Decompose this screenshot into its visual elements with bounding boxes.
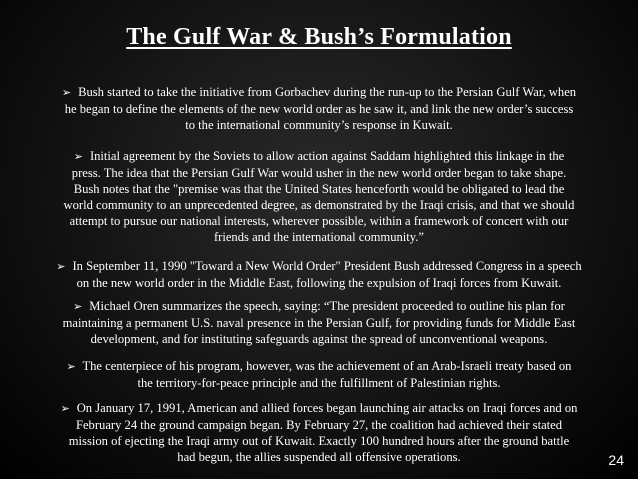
paragraph-line — [12, 148, 626, 165]
paragraph-soviet-agreement — [12, 148, 626, 245]
paragraph-line: had begun, the allies suspended all offensive operations. — [177, 450, 461, 464]
arrow-bullet-icon: ➢ — [73, 300, 83, 313]
paragraph-oren-summary — [12, 298, 626, 347]
paragraph-centerpiece — [12, 358, 626, 391]
line-text: Initial agreement by the Soviets to allow action against Saddam highlighted this linkage in the — [89, 149, 565, 163]
paragraph-line: to the international community’s response in Kuwait. — [185, 118, 453, 132]
arrow-bullet-icon: ➢ — [66, 360, 76, 373]
paragraph-line — [12, 258, 626, 275]
paragraph-line — [12, 358, 626, 375]
paragraph-line: world community to an unprecedented degree, as demonstrated by the Iraqi crisis, and that we should — [63, 198, 575, 212]
line-text: Michael Oren summarizes the speech, saying: “The president proceeded to outline his plan for — [89, 299, 565, 313]
line-text: In September 11, 1990 "Toward a New World Order" President Bush addressed Congress in a speech — [72, 259, 582, 273]
paragraph-line: press. The idea that the Persian Gulf War would usher in the new world order began to take shape. — [71, 166, 567, 180]
paragraph-line — [12, 84, 626, 101]
arrow-bullet-icon: ➢ — [73, 150, 83, 163]
paragraph-line: mission of ejecting the Iraqi army out of Kuwait. Exactly 100 hundred hours after the ground battle — [68, 434, 570, 448]
arrow-bullet-icon: ➢ — [61, 86, 72, 99]
paragraph-line: development, and for instituting safeguards against the spread of unconventional weapons. — [90, 332, 548, 346]
paragraph-air-attacks — [12, 400, 626, 465]
arrow-bullet-icon: ➢ — [56, 260, 66, 273]
paragraph-line: on the new world order in the Middle East, following the expulsion of Iraqi forces from Kuwait. — [76, 276, 562, 290]
paragraph-line — [12, 298, 626, 315]
paragraph-line: friends and the international community.” — [213, 230, 425, 244]
slide-title: The Gulf War & Bush’s Formulation — [126, 24, 512, 50]
arrow-bullet-icon: ➢ — [60, 402, 70, 415]
paragraph-line: Bush notes that the "premise was that the United States henceforth would be obligated to lead the — [73, 182, 565, 196]
line-text: On January 17, 1991, American and allied forces began launching air attacks on Iraqi forces and on — [76, 401, 578, 415]
paragraph-line: attempt to pursue our national interests, wherever possible, within a framework of concert with our — [69, 214, 569, 228]
page-number: 24 — [608, 452, 624, 468]
paragraph-september-speech — [12, 258, 626, 291]
paragraph-line — [12, 400, 626, 417]
line-text: The centerpiece of his program, however, was the achievement of an Arab-Israeli treaty based on — [82, 359, 572, 373]
paragraph-bush-initiative — [12, 84, 626, 133]
line-text: Bush started to take the initiative from Gorbachev during the run-up to the Persian Gulf War, when — [78, 85, 577, 99]
paragraph-line: he began to define the elements of the new world order as he saw it, and link the new order’s success — [64, 102, 574, 116]
paragraph-line: the territory-for-peace principle and the fulfillment of Palestinian rights. — [137, 376, 501, 390]
paragraph-line: maintaining a permanent U.S. naval presence in the Persian Gulf, for providing funds for Middle East — [62, 316, 576, 330]
paragraph-line: February 24 the ground campaign began. By February 27, the coalition had achieved their stated — [75, 418, 563, 432]
